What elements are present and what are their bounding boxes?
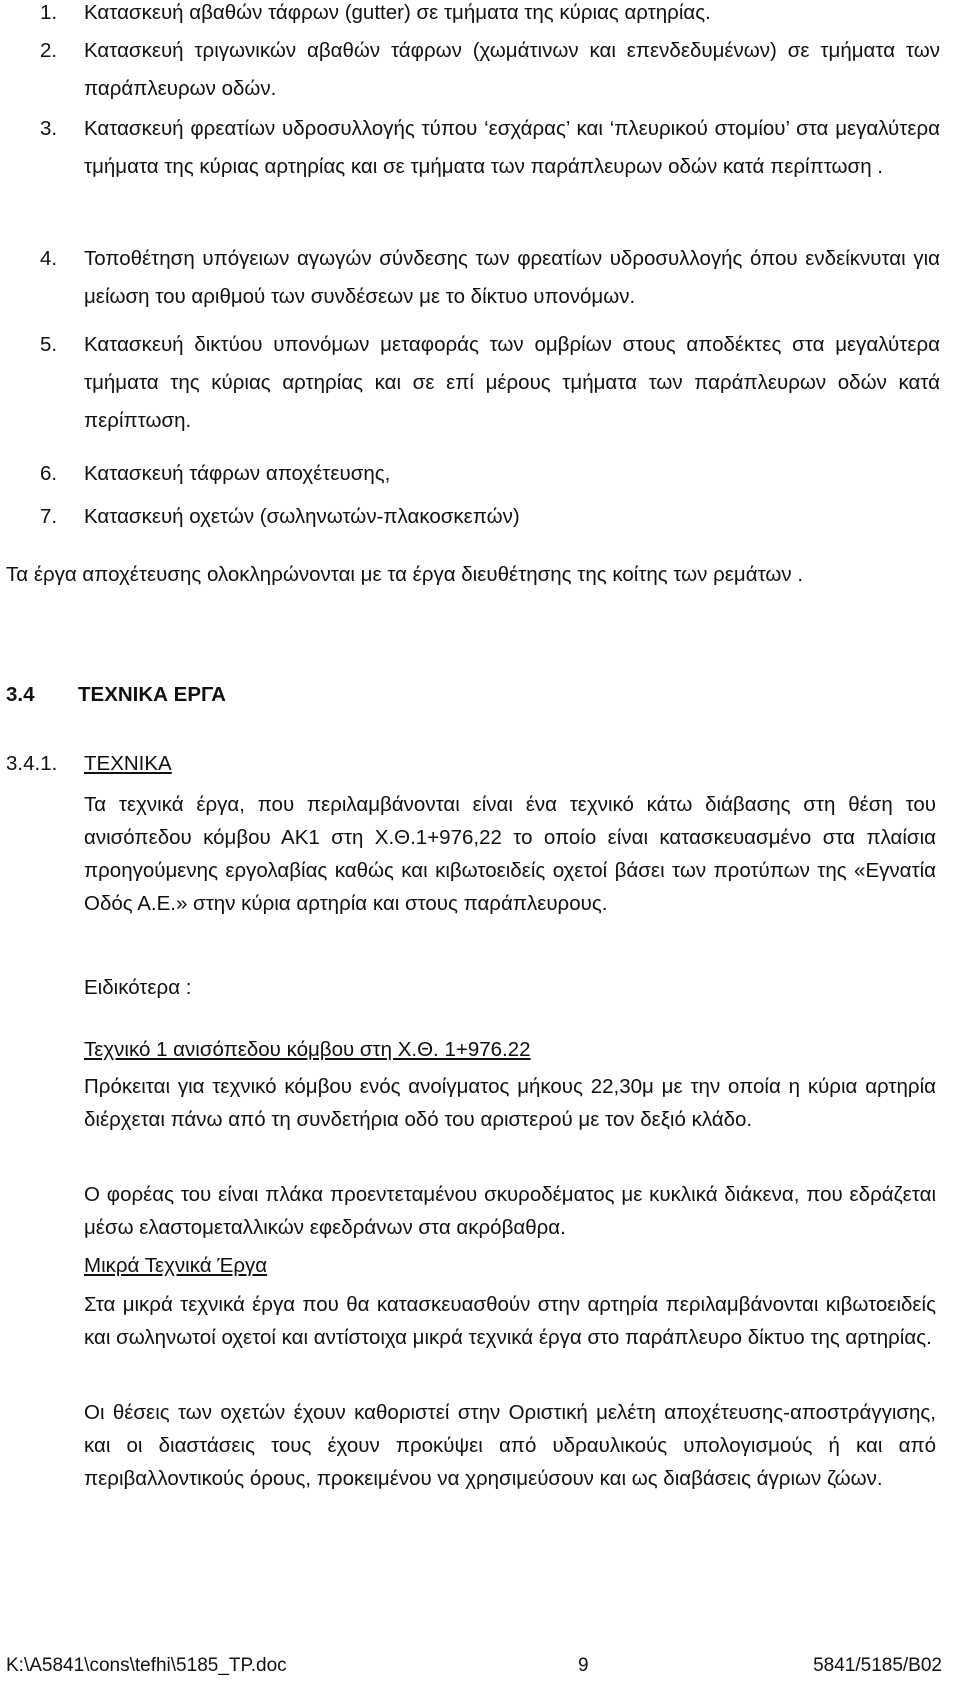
list-item	[40, 0, 940, 32]
structure-heading: Τεχνικό 1 ανισόπεδου κόμβου στη Χ.Θ. 1+976.22	[84, 1038, 531, 1061]
list-item-text: Κατασκευή αβαθών τάφρων (gutter) σε τμήματα της κύριας αρτηρίας.	[84, 1, 711, 24]
footer-file-path: K:\A5841\cons\tefhi\5185_TP.doc	[6, 1655, 287, 1676]
list-item-text: Κατασκευή οχετών (σωληνωτών-πλακοσκεπών)	[84, 505, 520, 528]
list-item	[40, 240, 940, 316]
small-works-paragraph: Στα μικρά τεχνικά έργα που θα κατασκευασθούν στην αρτηρία περιλαμβάνονται κιβωτοειδείς και σωληνωτοί οχετοί και αντίστοιχα μικρά τεχνικά έργα στο παράπλευρο δίκτυο της αρτηρίας.	[84, 1293, 936, 1349]
footer-page-number: 9	[578, 1655, 589, 1676]
section-number: 3.4	[6, 683, 35, 706]
small-works-paragraph: Οι θέσεις των οχετών έχουν καθοριστεί στην Οριστική μελέτη αποχέτευσης-αποστράγγισης, και οι διαστάσεις τους έχουν προκύψει από υδραυλικούς υπολογισμούς ή και από περιβαλλοντικούς όρους, προκειμένου να χρησιμεύσουν και ως διαβάσεις άγριων ζώων.	[84, 1401, 936, 1490]
structure-paragraph: Ο φορέας του είναι πλάκα προεντεταμένου σκυροδέματος με κυκλικά διάκενα, που εδράζεται μέσω ελαστομεταλλικών εφεδράνων στα ακρόβαθρα.	[84, 1183, 936, 1239]
list-item-text: Κατασκευή φρεατίων υδροσυλλογής τύπου ‘εσχάρας’ και ‘πλευρικού στομίου’ στα μεγαλύτερα τμήματα της κύριας αρτηρίας και σε τμήματα των παράπλευρων οδών κατά περίπτωση .	[84, 117, 940, 178]
list-item	[40, 32, 940, 108]
list-item	[40, 455, 940, 493]
section-title: ΤΕΧΝΙΚΑ ΕΡΓΑ	[78, 683, 226, 706]
list-item-number: 6.	[40, 462, 58, 485]
intro-paragraph: Τα τεχνικά έργα, που περιλαμβάνονται είναι ένα τεχνικό κάτω διάβασης στη θέση του ανισόπεδου κόμβου ΑΚ1 στη Χ.Θ.1+976,22 το οποίο είναι κατασκευασμένο στα πλαίσια προηγούμενης εργολαβίας καθώς και κιβωτοειδείς οχετοί βάσει των προτύπων της «Εγνατία Οδός Α.Ε.» στην κύρια αρτηρία και στους παράπλευρους.	[84, 793, 936, 915]
list-item-text: Τοποθέτηση υπόγειων αγωγών σύνδεσης των φρεατίων υδροσυλλογής όπου ενδείκνυται για μείωση του αριθμού των συνδέσεων με το δίκτυο υπονόμων.	[84, 247, 940, 308]
list-item-number: 4.	[40, 247, 58, 270]
subsection-number: 3.4.1.	[6, 752, 58, 775]
structure-paragraph: Πρόκειται για τεχνικό κόμβου ενός ανοίγματος μήκους 22,30μ με την οποία η κύρια αρτηρία διέρχεται πάνω από τη συνδετήρια οδό του αριστερού με τον δεξιό κλάδο.	[84, 1075, 936, 1131]
footer-doc-code: 5841/5185/B02	[813, 1655, 942, 1676]
page-footer	[6, 1655, 942, 1677]
list-item-text: Κατασκευή τριγωνικών αβαθών τάφρων (χωμάτινων και επενδεδυμένων) σε τμήματα των παράπλευρων οδών.	[84, 39, 940, 100]
list-item-text: Κατασκευή τάφρων αποχέτευσης,	[84, 462, 391, 485]
list-item	[40, 326, 940, 440]
list-item	[40, 498, 940, 536]
list-item	[40, 110, 940, 186]
small-works-heading: Μικρά Τεχνικά Έργα	[84, 1254, 268, 1277]
list-item-number: 2.	[40, 39, 58, 62]
list-item-text: Κατασκευή δικτύου υπονόμων μεταφοράς των ομβρίων στους αποδέκτες στα μεγαλύτερα τμήματα της κύριας αρτηρίας και σε επί μέρους τμήματα των παράπλευρων οδών κατά περίπτωση.	[84, 333, 940, 432]
list-item-number: 3.	[40, 117, 58, 140]
list-item-number: 5.	[40, 333, 58, 356]
specifically-label: Ειδικότερα :	[84, 976, 192, 999]
closing-paragraph: Τα έργα αποχέτευσης ολοκληρώνονται με τα έργα διευθέτησης της κοίτης των ρεμάτων .	[6, 563, 804, 586]
list-item-number: 7.	[40, 505, 58, 528]
subsection-title: ΤΕΧΝΙΚΑ	[84, 752, 172, 775]
list-item-number: 1.	[40, 1, 58, 24]
